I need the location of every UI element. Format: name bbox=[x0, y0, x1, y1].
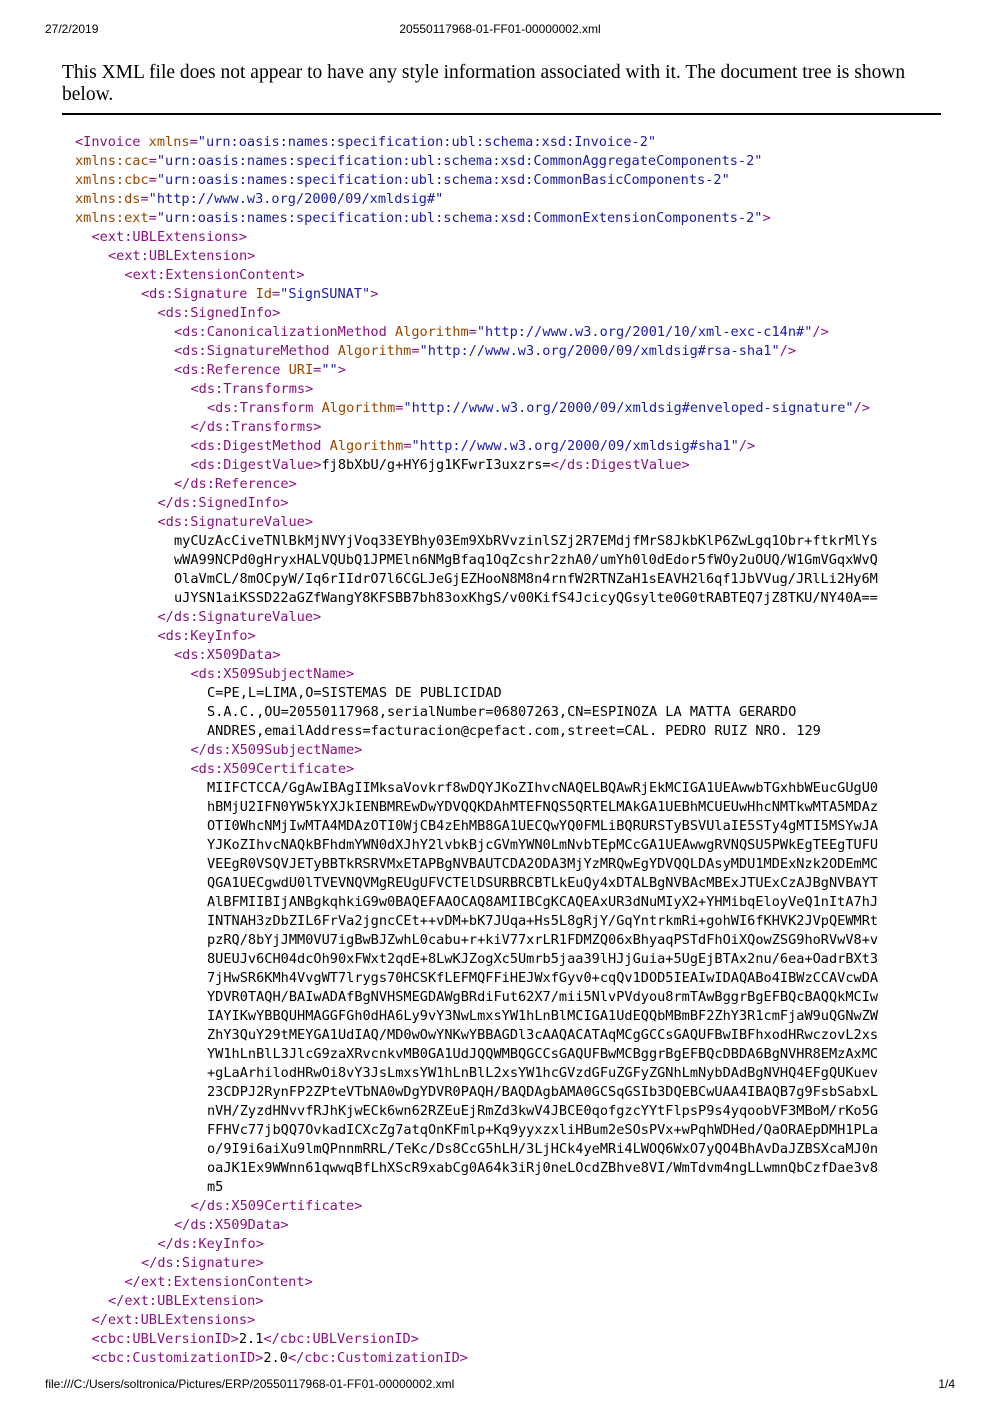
xml-text: YJKoZIhvcNAQkBFhdmYWN0dXJhY2lvbkBjcGVmYWN0LmNvbTEpMCcGA1UEAwwgRVNQSU5PWkEgTEEgTUFU bbox=[207, 837, 879, 853]
xml-line bbox=[0, 152, 878, 171]
xml-line bbox=[0, 1178, 878, 1197]
xml-text: wWA99NCPd0gHryxHALVQUbQ1JPMEln6NMgBfaq1OqZcshr2zhA0/umYh0l0dEdor5fWOy2uOUQ/W1GmVGqxWvQ bbox=[174, 552, 878, 568]
xml-line bbox=[0, 532, 878, 551]
xml-tag: <ds:DigestValue> bbox=[190, 457, 322, 473]
xml-tag: = bbox=[403, 438, 412, 454]
xml-tag: </ext:UBLExtensions> bbox=[91, 1312, 256, 1328]
xml-tag: </ds:Reference> bbox=[174, 476, 297, 492]
xml-text: m5 bbox=[207, 1179, 224, 1195]
xml-line bbox=[0, 1083, 878, 1102]
notice-divider bbox=[62, 113, 941, 115]
xml-text: FFHVc77jbQQ7OvkadICXcZg7atqOnKFmlp+Kq9yyxzxliHBum2eSOsPVx+wPqhWDHed/QaORAEpDMH1PLa bbox=[207, 1122, 879, 1138]
print-page-number: 1/4 bbox=[938, 1377, 955, 1391]
xml-line bbox=[0, 380, 878, 399]
xml-tag: <ds:DigestMethod bbox=[190, 438, 322, 454]
print-date: 27/2/2019 bbox=[45, 22, 99, 36]
xml-tag: /> bbox=[812, 324, 829, 340]
xml-tag: </cbc:CustomizationID> bbox=[287, 1350, 468, 1366]
xml-text: 7jHwSR6KMh4VvgWT7lrygs70HCSKfLEFMQFFiHEJWxfGyv0+cqQv1DOD5IEAIwIDAQABo4IBWzCCAVcwDA bbox=[207, 970, 879, 986]
xml-tag: <ds:Signature bbox=[141, 286, 248, 302]
xml-tag: <ds:Reference bbox=[174, 362, 281, 378]
xml-line bbox=[0, 836, 878, 855]
xml-text: uJYSN1aiKSSD22aGZfWangY8KFSBB7bh83oxKhgS/v00KifS4JcicyQGsylte0G0tRABTEQ7jZ8TKU/NY40A== bbox=[174, 590, 878, 606]
xml-text: 2.0 bbox=[263, 1350, 288, 1366]
xml-line bbox=[0, 266, 878, 285]
xml-text: S.A.C.,OU=20550117968,serialNumber=06807263,CN=ESPINOZA LA MATTA GERARDO bbox=[207, 704, 797, 720]
xml-text: myCUzAcCiveTNlBkMjNVYjVoq33EYBhy03Em9XbRVvzinlSZj2R7EMdjfMrS8JkbKlP6ZwLgq1Obr+ftkrMlYs bbox=[174, 533, 878, 549]
xml-text bbox=[313, 400, 321, 416]
xml-tag: = bbox=[148, 210, 157, 226]
xml-text: IAYIKwYBBQUHMAGGFGh0dHA6Ly9vY3NwLmxsYW1hLnBlMCIGA1UdEQQbMBmBF2ZhY3R1cmFjaW9uQGNwZW bbox=[207, 1008, 879, 1024]
xml-attr-value: "http://www.w3.org/2000/09/xmldsig#enveloped-signature" bbox=[403, 400, 854, 416]
xml-line bbox=[0, 950, 878, 969]
xml-line bbox=[0, 969, 878, 988]
xml-text: OTI0WhcNMjIwMTA4MDAzOTI0WjCB4zEhMB8GA1UECQwYQ0FMLiBQRURSTyBSVUlaIE5STy4gMTI5MSYwJA bbox=[207, 818, 879, 834]
xml-line bbox=[0, 988, 878, 1007]
xml-line bbox=[0, 418, 878, 437]
xml-tag: /> bbox=[779, 343, 797, 359]
xml-line bbox=[0, 741, 878, 760]
xml-tag: </ds:X509Data> bbox=[174, 1217, 289, 1233]
print-title: 20550117968-01-FF01-00000002.xml bbox=[399, 22, 601, 36]
xml-line bbox=[0, 1064, 878, 1083]
xml-text: C=PE,L=LIMA,O=SISTEMAS DE PUBLICIDAD bbox=[207, 685, 502, 701]
xml-tag: </ds:DigestValue> bbox=[550, 457, 690, 473]
xml-tag: <ext:ExtensionContent> bbox=[124, 267, 305, 283]
xml-line bbox=[0, 893, 878, 912]
xml-text: YDVR0TAQH/BAIwADAfBgNVHSMEGDAWgBRdiFut62X7/mii5NlvPVdyou8rmTAwBggrBgEFBQcBAQQkMCIw bbox=[207, 989, 879, 1005]
xml-line bbox=[0, 1235, 878, 1254]
xml-tag: <ds:X509Certificate> bbox=[190, 761, 355, 777]
xml-line bbox=[0, 228, 878, 247]
xml-line bbox=[0, 209, 878, 228]
xml-text: 8UEUJv6CH04dcOh90xFWxt2qdE+8LwKJZogXc5Umrb5jaa39lHJjGuia+5UgEjBTAx2nu/6ea+OadrBXt3 bbox=[207, 951, 879, 967]
xml-attr-name: xmlns:ext bbox=[75, 210, 149, 226]
xml-text: YW1hLnBlL3JlcG9zaXRvcnkvMB0GA1UdJQQWMBQGCCsGAQUFBwMCBggrBgEFBQcDBDA6BgNVHR8EMzAxMC bbox=[207, 1046, 879, 1062]
xml-text: ZhY3QuY29tMEYGA1UdIAQ/MD0wOwYNKwYBBAGDl3cAAQACATAqMCgGCCsGAQUFBwIBFhxodHRwczovL2xs bbox=[207, 1027, 879, 1043]
xml-text: AlBFMIIBIjANBgkqhkiG9w0BAQEFAAOCAQ8AMIIBCgKCAQEAxUR3dNuMIyX2+YHMibqEloyVeQ1nItA7hJ bbox=[207, 894, 879, 910]
xml-text: +gLaArhilodHRwOi8vY3JsLmxsYW1hLnBlL2xsYW1hcGVzdGFuZGFyZGNhLmNybDAdBgNVHQ4EFgQUKuev bbox=[207, 1065, 879, 1081]
xml-tag: </ds:X509Certificate> bbox=[190, 1198, 363, 1214]
xml-line bbox=[0, 570, 878, 589]
xml-text: INTNAH3zDbZIL6FrVa2jgncCEt++vDM+bK7JUqa+Hs5L8gRjY/GqYntrkmRi+gohWI6fKHVK2JVpQEWMRt bbox=[207, 913, 879, 929]
xml-text: fj8bXbU/g+HY6jg1KFwrI3uxzrs= bbox=[321, 457, 551, 473]
xml-line bbox=[0, 190, 878, 209]
xml-tag: <ds:SignatureValue> bbox=[157, 514, 313, 530]
xml-tag: = bbox=[148, 153, 157, 169]
xml-line bbox=[0, 760, 878, 779]
xml-tag: = bbox=[468, 324, 477, 340]
xml-line bbox=[0, 627, 878, 646]
xml-attr-name: Algorithm bbox=[321, 400, 396, 416]
xml-tag: <ds:SignatureMethod bbox=[174, 343, 330, 359]
xml-tag: <cbc:UBLVersionID> bbox=[91, 1331, 239, 1347]
xml-line bbox=[0, 703, 878, 722]
xml-line bbox=[0, 1007, 878, 1026]
xml-line bbox=[0, 874, 878, 893]
xml-text bbox=[321, 438, 329, 454]
xml-line bbox=[0, 722, 878, 741]
xml-line bbox=[0, 361, 878, 380]
xml-line bbox=[0, 342, 878, 361]
print-file-path: file:///C:/Users/soltronica/Pictures/ERP/20550117968-01-FF01-00000002.xml bbox=[45, 1377, 455, 1391]
xml-tag: <ds:Transforms> bbox=[190, 381, 314, 397]
xml-attr-value: "SignSUNAT" bbox=[280, 286, 371, 302]
xml-line bbox=[0, 1197, 878, 1216]
xml-line bbox=[0, 399, 878, 418]
xml-line bbox=[0, 798, 878, 817]
xml-tag: <ds:X509Data> bbox=[174, 647, 281, 663]
xml-text: 23CDPJ2RynFP2ZPteVTbNA0wDgYDVR0PAQH/BAQDAgbAMA0GCSqGSIb3DQEBCwUAA4IBAQB7g9FsbSabxL bbox=[207, 1084, 879, 1100]
xml-attr-name: xmlns bbox=[148, 134, 190, 150]
xml-tag: = bbox=[140, 191, 149, 207]
xml-line bbox=[0, 551, 878, 570]
xml-tag: </ds:SignedInfo> bbox=[157, 495, 289, 511]
xml-tag: <Invoice bbox=[75, 134, 141, 150]
xml-tag: </ext:ExtensionContent> bbox=[124, 1274, 313, 1290]
xml-line bbox=[0, 646, 878, 665]
xml-line bbox=[0, 684, 878, 703]
xml-attr-value: "urn:oasis:names:specification:ubl:schema:xsd:CommonBasicComponents-2" bbox=[156, 172, 730, 188]
xml-tag: <ds:Transform bbox=[207, 400, 314, 416]
xml-text bbox=[140, 134, 148, 150]
xml-text: 2.1 bbox=[238, 1331, 264, 1347]
xml-tag: = bbox=[411, 343, 420, 359]
xml-line bbox=[0, 1273, 878, 1292]
xml-text: pzRQ/8bYjJMM0VU7igBwBJZwhL0cabu+r+kiV77xrLR1FDMZQ06xBhyaqPSTdFhOiXQowZSG9hoRVwV8+v bbox=[207, 932, 879, 948]
xml-text: VEEgR0VSQVJETyBBTkRSRVMxETAPBgNVBAUTCDA2ODA3MjYzMRQwEgYDVQQLDAsyMDU1MDExNzk2ODEmMC bbox=[207, 856, 879, 872]
xml-attr-value: "http://www.w3.org/2000/09/xmldsig#" bbox=[148, 191, 444, 207]
xml-line bbox=[0, 608, 878, 627]
xml-attr-name: Algorithm bbox=[329, 438, 404, 454]
xml-line bbox=[0, 1026, 878, 1045]
xml-text: hBMjU2IFN0YW5kYXJkIENBMREwDwYDVQQKDAhMTEFNQS5QRTELMAkGA1UEBhMCUEUwHhcNMTkwMTA5MDAz bbox=[207, 799, 879, 815]
xml-text bbox=[330, 343, 338, 359]
xml-text: oaJK1Ex9WWnn61qwwqBfLhXScR9xabCg0A64k3iRj0neLOcdZBhve8VI/WmTdvm4ngLLwmnQbCzfDae3v8 bbox=[207, 1160, 879, 1176]
xml-attr-name: URI bbox=[288, 362, 314, 378]
xml-line bbox=[0, 1140, 878, 1159]
xml-attr-value: "" bbox=[321, 362, 338, 378]
xml-tag: > bbox=[370, 286, 379, 302]
xml-line bbox=[0, 665, 878, 684]
xml-tag: </ds:Signature> bbox=[141, 1255, 264, 1271]
xml-tag: </cbc:UBLVersionID> bbox=[263, 1331, 419, 1347]
xml-tag: <ds:CanonicalizationMethod bbox=[174, 324, 387, 340]
xml-line bbox=[0, 1045, 878, 1064]
xml-text: QGA1UECgwdU0lTVEVNQVMgREUgUFVCTElDSURBRCBTLkEuQy4xDTALBgNVBAcMBExJTUExCzAJBgNVBAYT bbox=[207, 875, 879, 891]
xml-attr-name: xmlns:cac bbox=[75, 153, 149, 169]
xml-line bbox=[0, 1216, 878, 1235]
xml-line bbox=[0, 513, 878, 532]
xml-tag: </ds:KeyInfo> bbox=[157, 1236, 264, 1252]
xml-line bbox=[0, 285, 878, 304]
xml-attr-value: "http://www.w3.org/2001/10/xml-exc-c14n#" bbox=[476, 324, 813, 340]
xml-attr-name: Algorithm bbox=[337, 343, 412, 359]
xml-line bbox=[0, 1121, 878, 1140]
xml-tag: = bbox=[148, 172, 157, 188]
xml-document-tree bbox=[0, 133, 878, 1368]
xml-attr-value: "urn:oasis:names:specification:ubl:schema:xsd:CommonExtensionComponents-2" bbox=[156, 210, 763, 226]
xml-line bbox=[0, 1292, 878, 1311]
xml-line bbox=[0, 133, 878, 152]
xml-line bbox=[0, 855, 878, 874]
xml-tag: </ds:X509SubjectName> bbox=[190, 742, 363, 758]
xml-line bbox=[0, 1254, 878, 1273]
xml-line bbox=[0, 1102, 878, 1121]
xml-text bbox=[387, 324, 395, 340]
xml-tag: <ext:UBLExtensions> bbox=[91, 229, 247, 245]
xml-line bbox=[0, 494, 878, 513]
xml-tag: = bbox=[189, 134, 198, 150]
xml-line bbox=[0, 323, 878, 342]
xml-attr-value: "urn:oasis:names:specification:ubl:schema:xsd:CommonAggregateComponents-2" bbox=[156, 153, 763, 169]
xml-attr-value: "urn:oasis:names:specification:ubl:schema:xsd:Invoice-2" bbox=[197, 134, 657, 150]
xml-attr-value: "http://www.w3.org/2000/09/xmldsig#rsa-sha1" bbox=[419, 343, 780, 359]
xml-line bbox=[0, 456, 878, 475]
xml-text: OlaVmCL/8mOCpyW/Iq6rIIdrO7l6CGLJeGjEZHooN8M8n4rnfW2RTNZaH1sEAVH2l6qf1JbVVug/JRlLi2Hy6M bbox=[174, 571, 878, 587]
xml-tag: </ds:Transforms> bbox=[190, 419, 322, 435]
xml-text: MIIFCTCCA/GgAwIBAgIIMksaVovkrf8wDQYJKoZIhvcNAQELBQAwRjEkMCIGA1UEAwwbTGxhbWEucGUgU0 bbox=[207, 780, 879, 796]
xml-line bbox=[0, 171, 878, 190]
xml-attr-value: "http://www.w3.org/2000/09/xmldsig#sha1" bbox=[411, 438, 739, 454]
xml-tag: > bbox=[337, 362, 346, 378]
xml-line bbox=[0, 247, 878, 266]
xml-line bbox=[0, 1330, 878, 1349]
xml-text bbox=[247, 286, 255, 302]
xml-text: o/9I9i6aiXu9lmQPnnmRRL/TeKc/Ds8CcG5hLH/3LjHCk4yeMRi4LWOQ6WxO7yQO4BhAvDaJZBSXcaMJ0n bbox=[207, 1141, 879, 1157]
xml-tag: /> bbox=[853, 400, 870, 416]
xml-line bbox=[0, 1311, 878, 1330]
xml-line bbox=[0, 1349, 878, 1368]
xml-tag: <cbc:CustomizationID> bbox=[91, 1350, 264, 1366]
xml-tag: = bbox=[395, 400, 404, 416]
xml-text bbox=[280, 362, 288, 378]
xml-line bbox=[0, 817, 878, 836]
xml-tag: = bbox=[271, 286, 281, 302]
xml-tag: </ext:UBLExtension> bbox=[108, 1293, 264, 1309]
xml-line bbox=[0, 304, 878, 323]
xml-line bbox=[0, 779, 878, 798]
xml-line bbox=[0, 912, 878, 931]
xml-line bbox=[0, 589, 878, 608]
xml-tag: <ds:X509SubjectName> bbox=[190, 666, 355, 682]
xml-text: ANDRES,emailAddress=facturacion@cpefact.com,street=CAL. PEDRO RUIZ NRO. 129 bbox=[207, 723, 821, 739]
xml-attr-name: xmlns:ds bbox=[75, 191, 141, 207]
xml-attr-name: Id bbox=[255, 286, 272, 302]
xml-tag: <ds:SignedInfo> bbox=[157, 305, 281, 321]
xml-tag: <ds:KeyInfo> bbox=[157, 628, 256, 644]
xml-line bbox=[0, 1159, 878, 1178]
xml-attr-name: xmlns:cbc bbox=[75, 172, 149, 188]
xml-tag: /> bbox=[738, 438, 756, 454]
xml-tag: = bbox=[313, 362, 322, 378]
xml-tag: <ext:UBLExtension> bbox=[108, 248, 256, 264]
xml-tag: </ds:SignatureValue> bbox=[157, 609, 322, 625]
xml-line bbox=[0, 437, 878, 456]
xml-text: nVH/ZyzdHNvvfRJhKjwECk6wn62RZEuEjRmZd3kwV4JBCE0qofgzcYYtFlpsP9s4yqoobVF3MBoM/rKo5G bbox=[207, 1103, 879, 1119]
xml-line bbox=[0, 475, 878, 494]
xml-attr-name: Algorithm bbox=[394, 324, 469, 340]
xml-tag: > bbox=[762, 210, 771, 226]
xml-line bbox=[0, 931, 878, 950]
no-style-notice: This XML file does not appear to have any style information associated with it. The document tree is shown below. bbox=[62, 62, 906, 105]
